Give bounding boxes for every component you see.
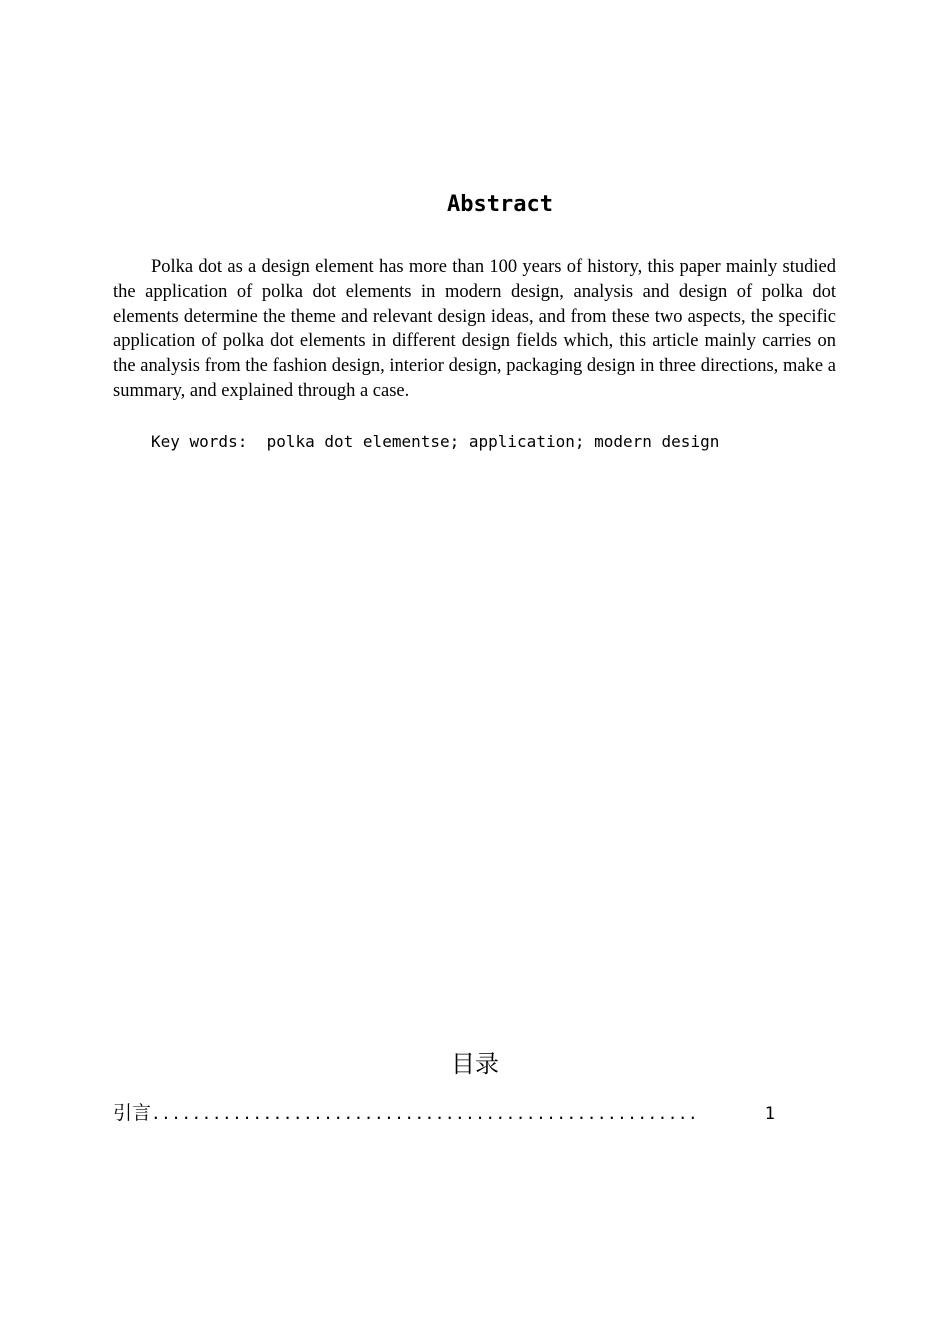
toc-entry-label: 引言 (113, 1102, 152, 1124)
toc-entry-leader: ...................................................... (151, 1104, 699, 1123)
keywords-line: Key words: polka dot elementse; application; modern design (151, 432, 720, 451)
toc-entry[interactable] (113, 1098, 775, 1125)
toc-title: 目录 (451, 1050, 499, 1078)
toc-entry-page: 1 (764, 1104, 775, 1124)
abstract-body: Polka dot as a design element has more than 100 years of history, this paper mainly studied the application of polka dot elements in modern design, analysis and design of polka dot elements determine the theme and relevant design ideas, and from these two aspects, the specific application of polka dot elements in different design fields which, this article mainly carries on the analysis from the fashion design, interior design, packaging design in three directions, make a summary, and explained through a case. (113, 257, 836, 401)
abstract-title: Abstract (447, 192, 553, 217)
